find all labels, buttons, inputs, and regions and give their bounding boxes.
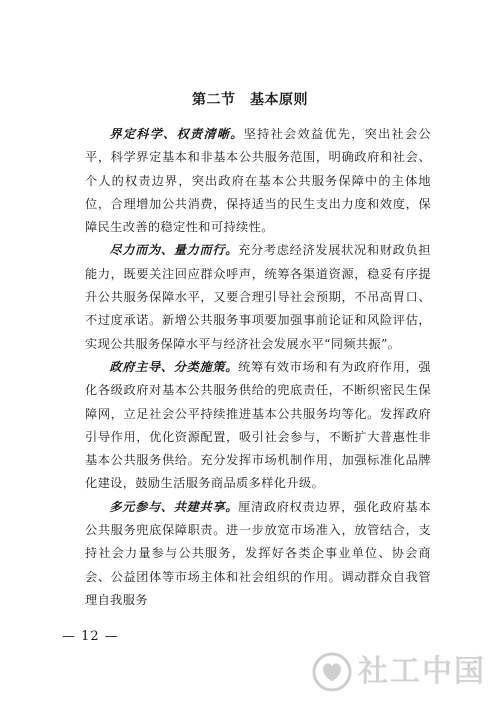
paragraph-text: 坚持社会效益优先，突出社会公平，科学界定基本和非基本公共服务范围，明确政府和社会、个人的权责边界，突出政府在基本公共服务保障中的主体地位，合理增加公共消费，保持适当的民生支出力度和效度，保障民生改善的稳定性和可持续性。 [85,127,431,235]
paragraph-2 [85,239,431,355]
paragraph-3 [85,356,431,496]
paragraph-4 [85,496,431,612]
section-title: 第二节 基本原则 [192,92,308,108]
paragraph-text: 厘清政府权责边界，强化政府基本公共服务兜底保障职责。进一步放宽市场准入，放管结合，支持社会力量参与公共服务，发挥好各类企事业单位、协会商会、公益团体等市场主体和社会组织的作用。调动群众自我管理自我服务 [85,499,432,607]
document-body [85,123,431,612]
watermark-text: 社工中国 [358,654,486,689]
heart-hands-logo-icon [312,652,352,692]
paragraph-lead: 政府主导、分类施策。 [109,359,239,374]
paragraph-lead: 界定科学、权责清晰。 [109,127,244,141]
paragraph-lead: 多元参与、共建共享。 [109,499,239,514]
paragraph-text: 充分考虑经济发展状况和财政负担能力，既要关注回应群众呼声，统筹各渠道资源，稳妥有序提升公共服务保障水平，又要合理引导社会预期，不吊高胃口、不过度承诺。新增公共服务事项要加强事前论证和风险评估，实现公共服务保障水平与经济社会发展水平“同频共振”。 [85,243,432,351]
paragraph-lead: 尽力而为、量力而行。 [109,243,239,258]
paragraph-1 [85,123,431,239]
paragraph-text: 统筹有效市场和有为政府作用，强化各级政府对基本公共服务供给的兜底责任，不断织密民生保障网，立足社会公平持续推进基本公共服务均等化。发挥政府引导作用，优化资源配置，吸引社会参与，不断扩大普惠性非基本公共服务供给。充分发挥市场机制作用，加强标准化品牌化建设，鼓励生活服务商品质多样化升级。 [85,359,432,491]
watermark [312,652,486,692]
page-number: — 12 — [62,629,119,644]
